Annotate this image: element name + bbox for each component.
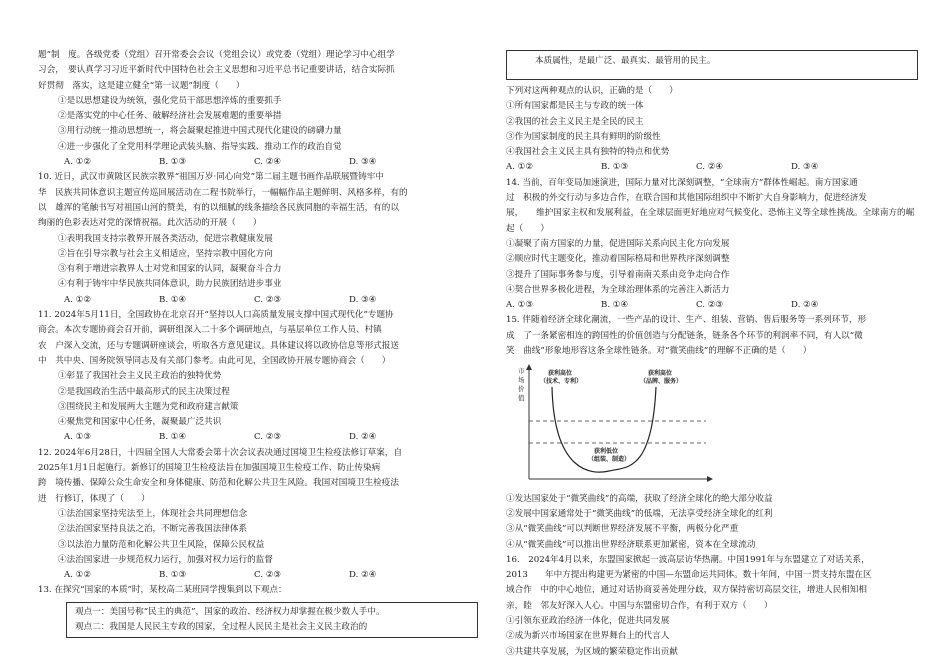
right-peak-sub: （品牌、服务） — [640, 378, 683, 386]
option-b: B. ①③ — [601, 162, 629, 173]
q16-item: ③共建共享发展，为区域的繁荣稳定作出贡献 — [506, 646, 678, 657]
q15-item: ④从“微笑曲线”可以推出世界经济联系更加紧密，资本在全球流动 — [506, 539, 756, 550]
q13-ask: 下列对这两种观点的认识，正确的是（ ） — [506, 86, 678, 96]
q11-item: ④聚焦党和国家中心任务，凝聚最广泛共识 — [58, 417, 222, 428]
q11-line: 11. 2024年5月11日，全国政协在北京召开“坚持以人口高质量发展支撑中国式现代化”专题协 — [38, 310, 394, 321]
q11-line: 农 户深入交流，还与专题调研座谈会，听取各方意见建议。具体建议将以政协信息等形式报送 — [38, 340, 399, 351]
q14-options — [506, 298, 918, 313]
q13-intro: 13. 在探究“国家的本质”时，某校高二某班同学搜集到以下观点： — [38, 585, 287, 596]
q14-line: 展， 维护国家主权和发展利益，在全球层面更好地应对气候变化、恐怖主义等全球性挑战。全球南方的崛起（ ） — [506, 208, 915, 234]
q13-viewpoints-box — [66, 602, 478, 639]
right-column — [506, 0, 918, 660]
q16-line: 域合作 中的中心地位，通过对话协商妥善处理分歧，双方保持密切高层交往，增进人民相知相 — [506, 585, 867, 596]
option-a: A. ①② — [64, 570, 92, 581]
q13-item: ④我国社会主义民主具有独特的特点和优势 — [506, 147, 670, 158]
q12-item: ②法治国家坚持良法之治，不断完善我国法律体系 — [58, 524, 248, 535]
q16-line: 16. 2024年4月以来，东盟国家掀起一波高层访华热潮。中国1991年与东盟建立了对话关系， — [506, 554, 870, 565]
option-d: D. ②④ — [791, 300, 819, 311]
option-b: B. ①④ — [159, 294, 187, 305]
option-d: D. ③④ — [791, 162, 819, 173]
q11-line: 中 共中央、国务院领导同志及有关部门参考。由此可见，全国政协开展专题协商会（ ） — [38, 355, 391, 366]
q15-item: ①发达国家处于“微笑曲线”的高端，获取了经济全球化的绝大部分收益 — [506, 493, 773, 504]
option-a: A. ①② — [64, 294, 92, 305]
y-axis-label-2: 场 — [518, 376, 525, 385]
smile-curve-svg — [514, 363, 714, 483]
q12-line: 12. 2024年6月28日，十四届全国人大常委会第十次会议表决通过国境卫生检疫法修订草案，自 — [38, 447, 403, 458]
left-peak-label: 获利高位 — [548, 370, 573, 378]
option-c: C. ②③ — [254, 432, 282, 443]
left-column — [38, 0, 478, 641]
option-d: D. ③④ — [349, 157, 377, 168]
option-d: D. ②④ — [349, 432, 377, 443]
option-d: D. ③④ — [349, 294, 377, 305]
y-axis-label-1: 市 — [518, 367, 525, 376]
q16-line: 2013 年中方提出构建更为紧密的中国—东盟命运共同体。数十年间，中国一贯支持东盟在区 — [506, 570, 872, 581]
question-14 — [506, 176, 918, 314]
option-c: C. ②③ — [254, 294, 282, 305]
option-a: A. ①② — [506, 162, 534, 173]
option-c: C. ②④ — [696, 162, 724, 173]
option-c: C. ②③ — [254, 570, 282, 581]
q12-line: 2025年1月1日起施行。新修订的国境卫生检疫法旨在加强国境卫生检疫工作、防止传染病 — [38, 463, 381, 474]
option-a: A. ①③ — [64, 432, 92, 443]
q10-item: ④有利于铸牢中华民族共同体意识，助力民族团结进步事业 — [58, 279, 282, 290]
q12-line: 跨 境传播、保障公众生命安全和身体健康、防范和化解公共卫生风险。我国对国境卫生检疫法 — [38, 478, 399, 489]
q10-line: 以 雄浑的笔触书写对祖国山河的赞美，有的以细腻的线条描绘各民族同胞的幸福生活，有的以 — [38, 202, 399, 213]
q12-item: ④法治国家进一步规范权力运行，加强对权力运行的监督 — [58, 554, 273, 565]
question-16 — [506, 553, 918, 660]
q9-line: 习会， 要认真学习习近平新时代中国特色社会主义思想和习近平总书记重要讲话，结合实际抓 — [38, 65, 395, 76]
question-13 — [38, 583, 478, 638]
right-peak-label: 获利高位 — [648, 370, 673, 378]
q9-item: ②是落实党的中心任务、破解经济社会发展难题的重要举措 — [58, 111, 282, 122]
q11-item: ③围绕民主和发展两大主题为党和政府建言献策 — [58, 401, 239, 412]
q14-line: 过 积极的外交行动与多边合作，在联合国和其他国际组织中不断扩大自身影响力，促进经济发 — [506, 193, 867, 204]
option-a: A. ①② — [64, 157, 92, 168]
option-c: C. ②④ — [254, 157, 282, 168]
question-12 — [38, 446, 478, 584]
option-b: B. ①③ — [159, 157, 187, 168]
y-axis-label-3: 价 — [518, 385, 525, 394]
question-9 — [38, 48, 478, 170]
smile-curve-diagram — [506, 363, 918, 489]
q9-options — [38, 155, 478, 170]
q10-item: ③有利于增进宗教界人士对党和国家的认同，凝聚奋斗合力 — [58, 264, 282, 275]
question-15 — [506, 313, 918, 552]
q12-item: ①法治国家坚持宪法至上，体现社会共同理想信念 — [58, 508, 248, 519]
question-11 — [38, 308, 478, 446]
q10-line: 绚丽的色彩表达对党的深情祝福。此次活动的开展（ ） — [38, 218, 262, 229]
q9-item: ④进一步强化了全党用科学理论武装头脑、指导实践、推动工作的政治自觉 — [58, 141, 342, 152]
q16-line: 亲，睦 邻友好深入人心。中国与东盟密切合作，有利于双方（ ） — [506, 600, 773, 611]
q10-line: 10. 近日，武汉市黄陂区民族宗教界“祖国万岁·同心向党”第二届主题书画作品联展暨铸牢中 — [38, 172, 384, 183]
q13-item: ①所有国家都是民主与专政的统一体 — [506, 101, 644, 112]
q10-item: ②旨在引导宗教与社会主义相适应，坚持宗教中国化方向 — [58, 248, 273, 259]
q10-item: ①表明我国支持宗教界开展各类活动，促进宗教健康发展 — [58, 233, 273, 244]
left-peak-sub: （技术、专利） — [540, 378, 583, 386]
q16-item: ②成为新兴市场国家在世界舞台上的代言人 — [506, 631, 670, 642]
bottom-sub: （组装、制造） — [588, 456, 631, 464]
q9-item: ①是以思想建设为统领，强化党员干部思想淬炼的重要抓手 — [58, 95, 282, 106]
q9-line: 题”制 度。各级党委（党组）召开常委会会议（党组会议）或党委（党组）理论学习中心组学 — [38, 50, 395, 60]
q15-item: ③从“微笑曲线”可以判断世界经济发展不平衡，两极分化严重 — [506, 524, 739, 535]
q13-item: ②我国的社会主义民主是全民的民主 — [506, 116, 644, 127]
q12-item: ③以法治力量防范和化解公共卫生风险，保障公民权益 — [58, 539, 265, 550]
q14-item: ①凝聚了南方国家的力量，促进国际关系向民主化方向发展 — [506, 238, 730, 249]
q14-item: ④契合世界多极化进程，为全球治理体系的完善注入新活力 — [506, 284, 730, 295]
q10-options — [38, 293, 478, 308]
viewpoint-1: 观点一：美国号称“民主的典范”，国家的政治、经济权力却掌握在极少数人手中。 — [75, 606, 385, 617]
q16-item: ①引领东亚政治经济一体化，促进共同发展 — [506, 616, 670, 627]
q9-line: 好贯彻 落实，这是建立健全“第一议题”制度（ ） — [38, 80, 245, 91]
bottom-label: 获利低位 — [594, 448, 619, 456]
option-c: C. ②③ — [696, 300, 724, 311]
q13-item: ③作为国家制度的民主具有鲜明的阶级性 — [506, 131, 661, 142]
q12-options — [38, 568, 478, 583]
q11-item: ①彰显了我国社会主义民主政治的独特优势 — [58, 371, 222, 382]
option-a: A. ①③ — [506, 300, 534, 311]
q11-line: 商会。本次专题协商会召开前，调研组深入二十多个调研地点，与基层单位工作人员、村镇 — [38, 325, 382, 336]
q15-item: ②发展中国家通常处于“微笑曲线”的低端，无法享受经济全球化的红利 — [506, 508, 773, 519]
q11-item: ②是我国政治生活中最高形式的民主决策过程 — [58, 386, 230, 397]
viewpoint-2-cont: 本质属性，是最广泛、最真实、最管用的民主。 — [535, 56, 716, 66]
viewpoint-2: 观点二：我国是人民民主专政的国家，全过程人民民主是社会主义民主政治的 — [75, 621, 368, 632]
q13-box-continued — [506, 50, 918, 80]
option-d: D. ②④ — [349, 570, 377, 581]
q13-options — [506, 160, 918, 175]
option-b: B. ①③ — [159, 570, 187, 581]
q15-line: 成 了一条紧密相连的跨国性的价值创造与分配链条，链条各个环节的利润率不同，有人以“微 — [506, 330, 863, 341]
q11-options — [38, 430, 478, 445]
q12-line: 进 行修订，体现了（ ） — [38, 493, 150, 504]
q10-line: 华 民族共同体意识主题宣传巡回展活动在二程书院举行，一幅幅作品主题鲜明、风格多样，有的 — [38, 187, 408, 198]
y-axis-label-4: 值 — [518, 394, 525, 403]
q14-item: ③提升了国际事务参与度，引导着南南关系由竞争走向合作 — [506, 269, 730, 280]
option-b: B. ①④ — [601, 300, 629, 311]
q14-item: ②顺应时代主题变化，推动着国际格局和世界秩序深刻调整 — [506, 254, 730, 265]
option-b: B. ①④ — [159, 432, 187, 443]
q9-item: ③用行动统一推动思想统一，将会凝聚起推进中国式现代化建设的磅礴力量 — [58, 126, 342, 137]
question-10 — [38, 170, 478, 308]
q15-line: 15. 伴随着经济全球化潮流，一些产品的设计、生产、组装、营销、售后服务等一系列环节，形 — [506, 315, 867, 326]
q14-line: 14. 当前，百年变局加速演进，国际力量对比深刻调整，“全球南方”群体性崛起。南方国家通 — [506, 177, 858, 188]
q15-line: 笑 曲线”形象地形容这条全球性链条。对“微笑曲线”的理解不正确的是（ ） — [506, 346, 812, 357]
